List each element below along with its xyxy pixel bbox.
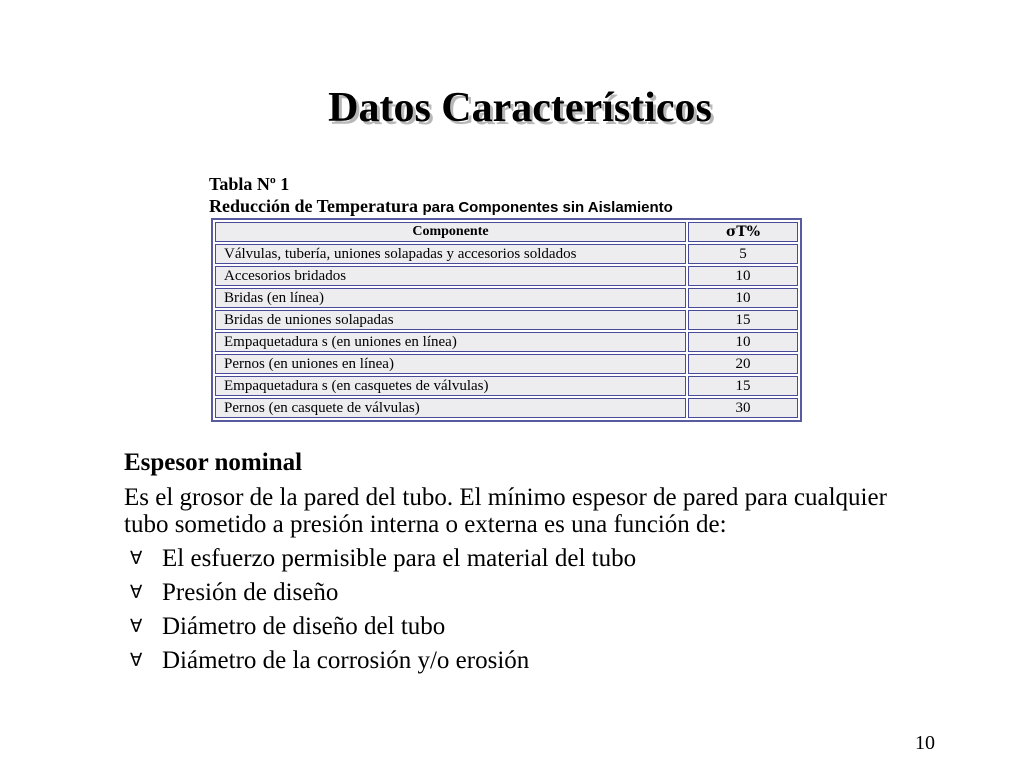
table-header-row (215, 222, 798, 242)
list-item-text: El esfuerzo permisible para el material del tubo (162, 545, 637, 572)
list-item-text: Diámetro de la corrosión y/o erosión (162, 647, 530, 674)
check-mark-icon: ∀ (130, 548, 143, 569)
list-item (124, 610, 924, 644)
table-row (215, 310, 798, 330)
table-row (215, 332, 798, 352)
page-number: 10 (915, 732, 935, 754)
cell-value: 10 (688, 332, 798, 352)
bullet-list (124, 542, 924, 678)
cell-component: Bridas (en línea) (215, 288, 686, 308)
list-item (124, 644, 924, 678)
table-caption (209, 173, 673, 219)
check-mark-icon: ∀ (130, 650, 143, 671)
section-heading: Espesor nominal (124, 449, 303, 476)
cell-component: Empaquetadura s (en casquetes de válvulas) (215, 376, 686, 396)
check-mark-icon: ∀ (130, 582, 143, 603)
slide-title: Datos Característicos (328, 85, 712, 131)
list-item-text: Presión de diseño (162, 579, 339, 606)
cell-value: 5 (688, 244, 798, 264)
cell-component: Pernos (en casquete de válvulas) (215, 398, 686, 418)
cell-value: 10 (688, 288, 798, 308)
cell-value: 20 (688, 354, 798, 374)
list-item-text: Diámetro de diseño del tubo (162, 613, 446, 640)
list-item (124, 576, 924, 610)
table-row (215, 266, 798, 286)
cell-component: Accesorios bridados (215, 266, 686, 286)
list-item (124, 542, 924, 576)
header-sigma-t: σT% (688, 222, 798, 242)
table-caption-title-sans: para Componentes sin Aislamiento (422, 199, 673, 216)
table-row (215, 354, 798, 374)
check-mark-icon: ∀ (130, 616, 143, 637)
cell-value: 15 (688, 376, 798, 396)
table-row (215, 288, 798, 308)
table-caption-number: Tabla Nº 1 (209, 174, 290, 194)
cell-component: Empaquetadura s (en uniones en línea) (215, 332, 686, 352)
header-component: Componente (215, 222, 686, 242)
cell-component: Bridas de uniones solapadas (215, 310, 686, 330)
table-row (215, 376, 798, 396)
cell-component: Válvulas, tubería, uniones solapadas y accesorios soldados (215, 244, 686, 264)
temperature-reduction-table (211, 218, 802, 422)
table-row (215, 398, 798, 418)
cell-value: 15 (688, 310, 798, 330)
cell-component: Pernos (en uniones en línea) (215, 354, 686, 374)
cell-value: 10 (688, 266, 798, 286)
table-row (215, 244, 798, 264)
section-paragraph: Es el grosor de la pared del tubo. El mínimo espesor de pared para cualquier tubo sometido a presión interna o externa es una función de: (124, 484, 887, 538)
content-section (124, 448, 924, 678)
cell-value: 30 (688, 398, 798, 418)
table-caption-title-serif: Reducción de Temperatura (209, 196, 418, 216)
table-caption-title (209, 195, 673, 219)
